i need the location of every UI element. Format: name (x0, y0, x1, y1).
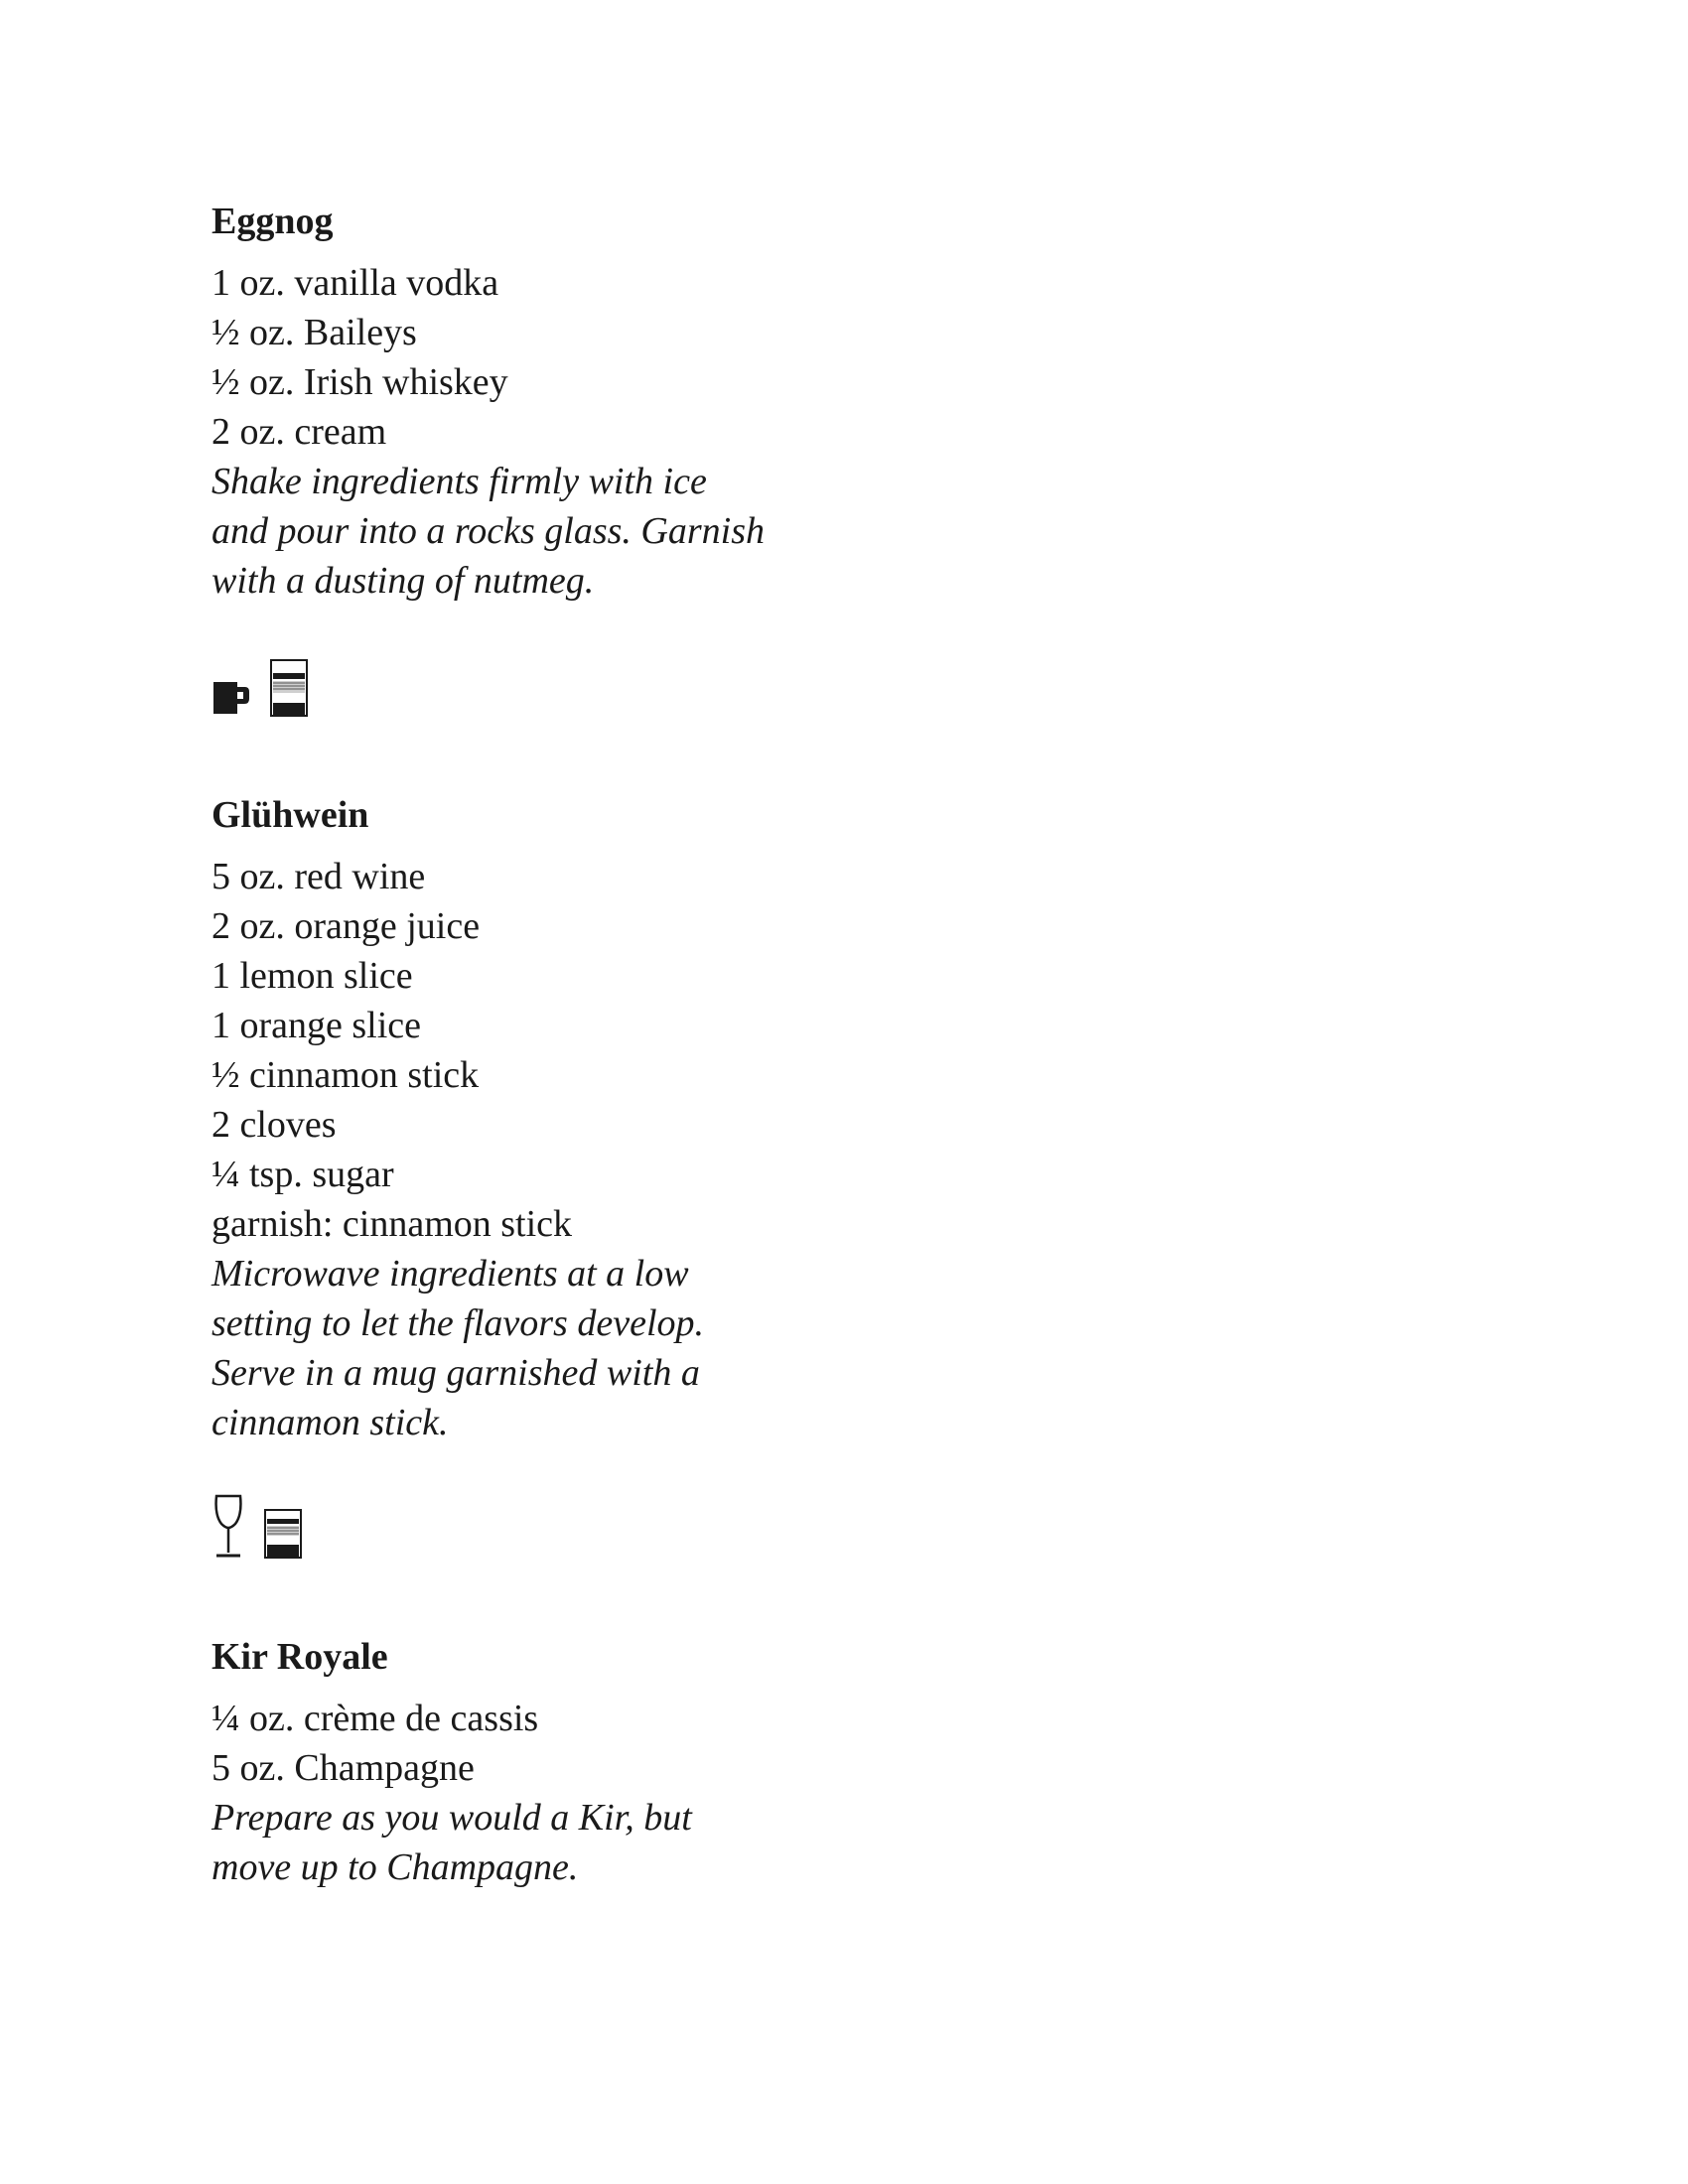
ingredient-item: ¼ oz. crème de cassis (211, 1698, 539, 1739)
ingredient-list (211, 1694, 907, 1793)
ingredient-item: ½ oz. Baileys (211, 312, 417, 353)
recipe-eggnog (211, 197, 907, 717)
recipe-instructions: Prepare as you would a Kir, but move up to Champagne. (211, 1797, 692, 1888)
recipe-gluhwein (211, 790, 907, 1559)
ingredient-item: 5 oz. red wine (211, 856, 426, 897)
wine-glass-icon (211, 1493, 245, 1559)
serving-icons (211, 1493, 907, 1559)
ingredient-list (211, 852, 907, 1249)
recipe-page (211, 197, 907, 1892)
ingredient-item: 2 oz. orange juice (211, 905, 481, 947)
ingredient-item: ¼ tsp. sugar (211, 1154, 394, 1195)
ingredient-item: 2 oz. cream (211, 411, 387, 453)
ingredient-item: 5 oz. Champagne (211, 1747, 475, 1789)
ingredient-item: ½ oz. Irish whiskey (211, 361, 508, 403)
recipe-instructions: Shake ingredients firmly with ice and pour into a rocks glass. Garnish with a dusting of nutmeg. (211, 461, 766, 602)
recipe-title: Glühwein (211, 794, 369, 836)
serving-icons (211, 651, 907, 717)
ingredient-item: ½ cinnamon stick (211, 1054, 480, 1096)
ingredient-item: 1 lemon slice (211, 955, 413, 997)
recipe-instructions: Microwave ingredients at a low setting to let the flavors develop. Serve in a mug garnished with a cinnamon stick. (211, 1253, 705, 1443)
recipe-title: Eggnog (211, 201, 334, 242)
ingredient-item: 2 cloves (211, 1104, 337, 1146)
recipe-kir-royale (211, 1632, 907, 1892)
ingredient-list (211, 258, 907, 457)
mug-icon (211, 677, 251, 717)
recipe-title: Kir Royale (211, 1636, 388, 1678)
shaker-icon (269, 659, 309, 717)
ingredient-item: 1 orange slice (211, 1005, 422, 1046)
shaker-icon (263, 1509, 303, 1559)
ingredient-item: garnish: cinnamon stick (211, 1203, 573, 1245)
ingredient-item: 1 oz. vanilla vodka (211, 262, 499, 304)
